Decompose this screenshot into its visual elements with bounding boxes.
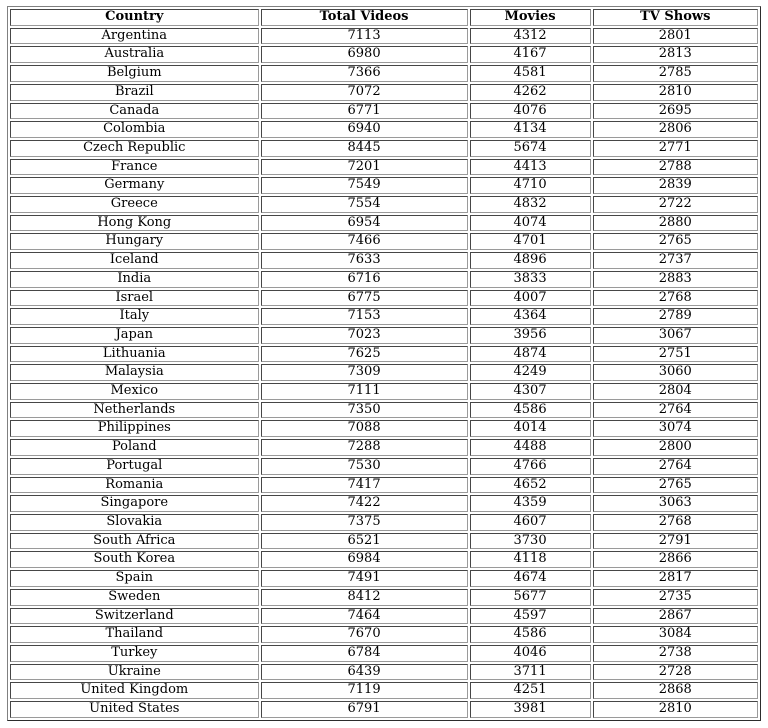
movies-cell: 3730 [470, 533, 591, 550]
total-videos-cell: 7549 [261, 177, 468, 194]
tv-shows-cell: 2810 [593, 84, 758, 101]
table-row [10, 420, 758, 437]
tv-shows-cell: 2695 [593, 103, 758, 120]
movies-cell: 4312 [470, 28, 591, 45]
total-videos-cell: 7153 [261, 308, 468, 325]
table-row [10, 570, 758, 587]
total-videos-cell: 7375 [261, 514, 468, 531]
total-videos-cell: 6521 [261, 533, 468, 550]
total-videos-cell: 7417 [261, 477, 468, 494]
total-videos-cell: 7530 [261, 458, 468, 475]
country-cell: Portugal [10, 458, 259, 475]
movies-cell: 4766 [470, 458, 591, 475]
tv-shows-cell: 2785 [593, 65, 758, 82]
movies-cell: 4307 [470, 383, 591, 400]
table-row [10, 308, 758, 325]
movies-cell: 3833 [470, 271, 591, 288]
table-row [10, 252, 758, 269]
country-cell: Ukraine [10, 664, 259, 681]
total-videos-cell: 7554 [261, 196, 468, 213]
table-row [10, 46, 758, 63]
table-row [10, 196, 758, 213]
country-cell: France [10, 159, 259, 176]
total-videos-cell: 7119 [261, 682, 468, 699]
table-row [10, 664, 758, 681]
table-row [10, 271, 758, 288]
country-cell: Sweden [10, 589, 259, 606]
tv-shows-cell: 3084 [593, 626, 758, 643]
movies-cell: 4014 [470, 420, 591, 437]
total-videos-cell: 7072 [261, 84, 468, 101]
tv-shows-cell: 2771 [593, 140, 758, 157]
tv-shows-cell: 2738 [593, 645, 758, 662]
table-row [10, 458, 758, 475]
tv-shows-cell: 2728 [593, 664, 758, 681]
header-row [10, 9, 758, 26]
total-videos-cell: 7491 [261, 570, 468, 587]
tv-shows-cell: 2839 [593, 177, 758, 194]
total-videos-cell: 7309 [261, 364, 468, 381]
tv-shows-cell: 3063 [593, 495, 758, 512]
country-cell: South Africa [10, 533, 259, 550]
country-cell: Switzerland [10, 608, 259, 625]
country-cell: Greece [10, 196, 259, 213]
table-row [10, 402, 758, 419]
total-videos-cell: 7288 [261, 439, 468, 456]
total-videos-cell: 7625 [261, 346, 468, 363]
total-videos-cell: 7366 [261, 65, 468, 82]
table-row [10, 608, 758, 625]
table-row [10, 701, 758, 718]
country-cell: Israel [10, 290, 259, 307]
country-cell: Malaysia [10, 364, 259, 381]
total-videos-cell: 7633 [261, 252, 468, 269]
tv-shows-cell: 2768 [593, 514, 758, 531]
movies-cell: 4710 [470, 177, 591, 194]
table-row [10, 65, 758, 82]
country-cell: Netherlands [10, 402, 259, 419]
movies-cell: 4007 [470, 290, 591, 307]
movies-cell: 4597 [470, 608, 591, 625]
tv-shows-cell: 2791 [593, 533, 758, 550]
total-videos-cell: 6954 [261, 215, 468, 232]
total-videos-cell: 6980 [261, 46, 468, 63]
tv-shows-cell: 2800 [593, 439, 758, 456]
column-header-country: Country [10, 9, 259, 26]
movies-cell: 4701 [470, 233, 591, 250]
table-row [10, 215, 758, 232]
tv-shows-cell: 2801 [593, 28, 758, 45]
country-cell: Canada [10, 103, 259, 120]
tv-shows-cell: 2765 [593, 233, 758, 250]
tv-shows-cell: 3060 [593, 364, 758, 381]
country-cell: Thailand [10, 626, 259, 643]
column-header-tv-shows: TV Shows [593, 9, 758, 26]
country-cell: Mexico [10, 383, 259, 400]
total-videos-cell: 7111 [261, 383, 468, 400]
total-videos-cell: 6716 [261, 271, 468, 288]
movies-cell: 4118 [470, 551, 591, 568]
movies-cell: 4134 [470, 121, 591, 138]
country-cell: India [10, 271, 259, 288]
movies-cell: 4586 [470, 402, 591, 419]
total-videos-cell: 7201 [261, 159, 468, 176]
tv-shows-cell: 2883 [593, 271, 758, 288]
tv-shows-cell: 3067 [593, 327, 758, 344]
movies-cell: 4249 [470, 364, 591, 381]
total-videos-cell: 6791 [261, 701, 468, 718]
total-videos-cell: 6439 [261, 664, 468, 681]
country-cell: Iceland [10, 252, 259, 269]
movies-cell: 4874 [470, 346, 591, 363]
movies-cell: 4076 [470, 103, 591, 120]
tv-shows-cell: 2768 [593, 290, 758, 307]
tv-shows-cell: 2866 [593, 551, 758, 568]
table-row [10, 439, 758, 456]
tv-shows-cell: 2722 [593, 196, 758, 213]
movies-cell: 3956 [470, 327, 591, 344]
country-cell: Colombia [10, 121, 259, 138]
total-videos-cell: 7350 [261, 402, 468, 419]
total-videos-cell: 6771 [261, 103, 468, 120]
movies-cell: 5677 [470, 589, 591, 606]
movies-cell: 4832 [470, 196, 591, 213]
movies-cell: 4674 [470, 570, 591, 587]
movies-cell: 4413 [470, 159, 591, 176]
tv-shows-cell: 2737 [593, 252, 758, 269]
total-videos-cell: 8412 [261, 589, 468, 606]
total-videos-cell: 7422 [261, 495, 468, 512]
table-row [10, 28, 758, 45]
movies-cell: 3711 [470, 664, 591, 681]
tv-shows-cell: 2806 [593, 121, 758, 138]
tv-shows-cell: 2867 [593, 608, 758, 625]
country-cell: Hong Kong [10, 215, 259, 232]
country-cell: South Korea [10, 551, 259, 568]
table-row [10, 514, 758, 531]
table-row [10, 477, 758, 494]
movies-cell: 4586 [470, 626, 591, 643]
movies-cell: 4364 [470, 308, 591, 325]
movies-cell: 4262 [470, 84, 591, 101]
country-cell: Argentina [10, 28, 259, 45]
country-videos-table [7, 6, 761, 721]
tv-shows-cell: 2880 [593, 215, 758, 232]
total-videos-cell: 7088 [261, 420, 468, 437]
country-cell: Singapore [10, 495, 259, 512]
movies-cell: 4652 [470, 477, 591, 494]
table-row [10, 103, 758, 120]
column-header-movies: Movies [470, 9, 591, 26]
table-row [10, 645, 758, 662]
country-cell: Australia [10, 46, 259, 63]
tv-shows-cell: 2735 [593, 589, 758, 606]
country-cell: Turkey [10, 645, 259, 662]
tv-shows-cell: 2764 [593, 402, 758, 419]
country-cell: Slovakia [10, 514, 259, 531]
table-row [10, 84, 758, 101]
total-videos-cell: 8445 [261, 140, 468, 157]
table-row [10, 177, 758, 194]
movies-cell: 4488 [470, 439, 591, 456]
movies-cell: 4251 [470, 682, 591, 699]
country-cell: United States [10, 701, 259, 718]
tv-shows-cell: 3074 [593, 420, 758, 437]
table-row [10, 327, 758, 344]
table-row [10, 682, 758, 699]
movies-cell: 4607 [470, 514, 591, 531]
tv-shows-cell: 2813 [593, 46, 758, 63]
tv-shows-cell: 2788 [593, 159, 758, 176]
tv-shows-cell: 2868 [593, 682, 758, 699]
country-cell: Germany [10, 177, 259, 194]
tv-shows-cell: 2751 [593, 346, 758, 363]
tv-shows-cell: 2764 [593, 458, 758, 475]
total-videos-cell: 7023 [261, 327, 468, 344]
column-header-total-videos: Total Videos [261, 9, 468, 26]
country-cell: Romania [10, 477, 259, 494]
movies-cell: 4581 [470, 65, 591, 82]
table-row [10, 589, 758, 606]
table-body [10, 28, 758, 718]
country-cell: Spain [10, 570, 259, 587]
country-cell: United Kingdom [10, 682, 259, 699]
movies-cell: 4167 [470, 46, 591, 63]
table-row [10, 383, 758, 400]
country-cell: Belgium [10, 65, 259, 82]
table-row [10, 233, 758, 250]
table-row [10, 140, 758, 157]
movies-cell: 4046 [470, 645, 591, 662]
movies-cell: 3981 [470, 701, 591, 718]
tv-shows-cell: 2765 [593, 477, 758, 494]
total-videos-cell: 7670 [261, 626, 468, 643]
country-cell: Philippines [10, 420, 259, 437]
movies-cell: 4359 [470, 495, 591, 512]
country-cell: Lithuania [10, 346, 259, 363]
country-cell: Hungary [10, 233, 259, 250]
total-videos-cell: 6940 [261, 121, 468, 138]
total-videos-cell: 6984 [261, 551, 468, 568]
tv-shows-cell: 2810 [593, 701, 758, 718]
country-cell: Italy [10, 308, 259, 325]
table-row [10, 551, 758, 568]
table-row [10, 121, 758, 138]
table-row [10, 533, 758, 550]
tv-shows-cell: 2817 [593, 570, 758, 587]
table-row [10, 290, 758, 307]
movies-cell: 5674 [470, 140, 591, 157]
total-videos-cell: 7466 [261, 233, 468, 250]
tv-shows-cell: 2789 [593, 308, 758, 325]
table-row [10, 495, 758, 512]
table-row [10, 626, 758, 643]
country-cell: Japan [10, 327, 259, 344]
country-cell: Czech Republic [10, 140, 259, 157]
total-videos-cell: 7113 [261, 28, 468, 45]
table-row [10, 346, 758, 363]
tv-shows-cell: 2804 [593, 383, 758, 400]
movies-cell: 4896 [470, 252, 591, 269]
total-videos-cell: 7464 [261, 608, 468, 625]
table-row [10, 364, 758, 381]
movies-cell: 4074 [470, 215, 591, 232]
country-cell: Brazil [10, 84, 259, 101]
country-cell: Poland [10, 439, 259, 456]
total-videos-cell: 6784 [261, 645, 468, 662]
total-videos-cell: 6775 [261, 290, 468, 307]
table-row [10, 159, 758, 176]
